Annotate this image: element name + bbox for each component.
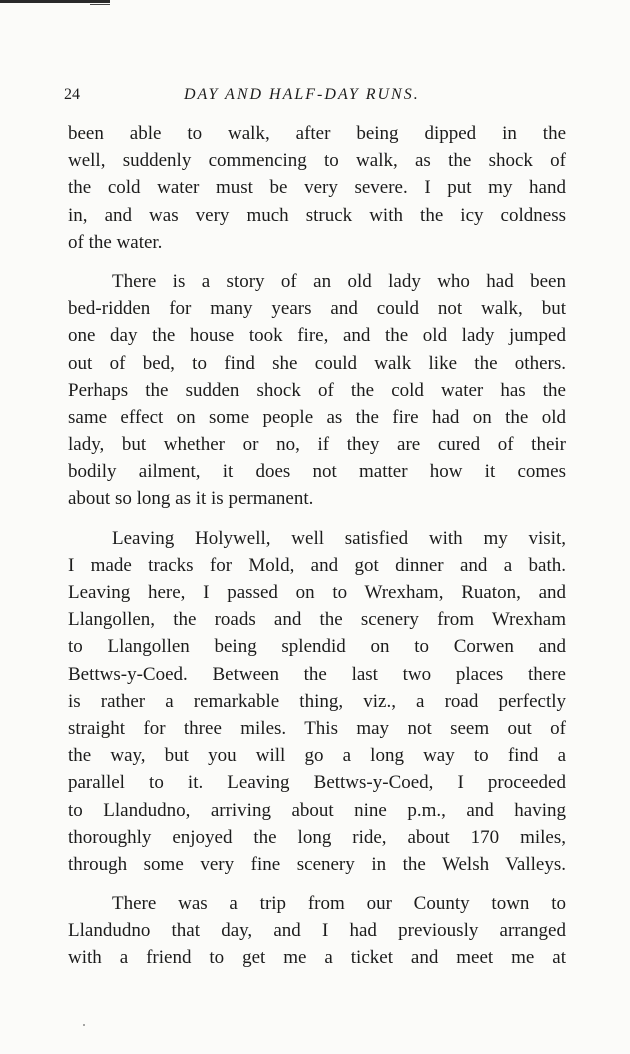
text-line: out of bed, to find she could walk like the others.: [68, 352, 566, 374]
text-line: I made tracks for Mold, and got dinner and a bath.: [68, 554, 566, 576]
text-line: about so long as it is permanent.: [68, 488, 314, 510]
paragraph-gap: [68, 878, 566, 890]
text-line: Leaving here, I passed on to Wrexham, Ruaton, and: [68, 582, 566, 603]
text-line: well, suddenly commencing to walk, as the shock of: [68, 150, 566, 172]
text-line: the cold water must be very severe. I put my hand: [68, 177, 566, 199]
running-head: [60, 86, 580, 110]
text-line: Llandudno that day, and I had previously arranged: [68, 920, 566, 942]
text-line: to Llandudno, arriving about nine p.m., and having: [68, 799, 566, 821]
top-edge-mark: [90, 4, 110, 5]
text-line: parallel to it. Leaving Bettws-y-Coed, I proceeded: [68, 772, 566, 794]
paragraph-gap: [68, 256, 566, 268]
page-body: [68, 120, 566, 972]
text-line: one day the house took fire, and the old lady jumped: [68, 325, 566, 347]
text-line: in, and was very much struck with the icy coldness: [68, 204, 566, 226]
text-line: lady, but whether or no, if they are cured of their: [68, 434, 566, 456]
page-number: 24: [64, 86, 80, 103]
paragraph-gap: [68, 513, 566, 525]
text-line: with a friend to get me a ticket and meet me at: [68, 947, 566, 969]
paragraph-4: [68, 890, 566, 972]
running-title: DAY AND HALF-DAY RUNS.: [184, 86, 420, 103]
text-line: straight for three miles. This may not seem out of: [68, 717, 566, 739]
text-line: of the water.: [68, 231, 163, 253]
text-line: same effect on some people as the fire had on the old: [68, 406, 566, 428]
text-line: the way, but you will go a long way to find a: [68, 745, 566, 767]
text-line: through some very fine scenery in the Welsh Valleys.: [68, 853, 566, 875]
text-line: There was a trip from our County town to: [112, 893, 566, 915]
text-line: bodily ailment, it does not matter how it comes: [68, 461, 566, 483]
text-line: been able to walk, after being dipped in the: [68, 123, 566, 144]
top-edge-rule: [0, 0, 110, 3]
text-line: Bettws-y-Coed. Between the last two places there: [68, 663, 566, 685]
text-line: to Llangollen being splendid on to Corwen and: [68, 636, 566, 658]
text-line: is rather a remarkable thing, viz., a road perfectly: [68, 690, 566, 712]
text-line: bed-ridden for many years and could not walk, but: [68, 298, 566, 320]
text-line: thoroughly enjoyed the long ride, about 170 miles,: [68, 826, 566, 848]
text-line: Leaving Holywell, well satisfied with my visit,: [112, 527, 566, 549]
paragraph-2: [68, 268, 566, 513]
paragraph-3: [68, 525, 566, 878]
text-line: Llangollen, the roads and the scenery from Wrexham: [68, 609, 566, 631]
paper-speck: [83, 1024, 85, 1026]
paragraph-1: [68, 120, 566, 256]
text-line: There is a story of an old lady who had been: [112, 270, 566, 292]
text-line: Perhaps the sudden shock of the cold water has the: [68, 379, 566, 401]
